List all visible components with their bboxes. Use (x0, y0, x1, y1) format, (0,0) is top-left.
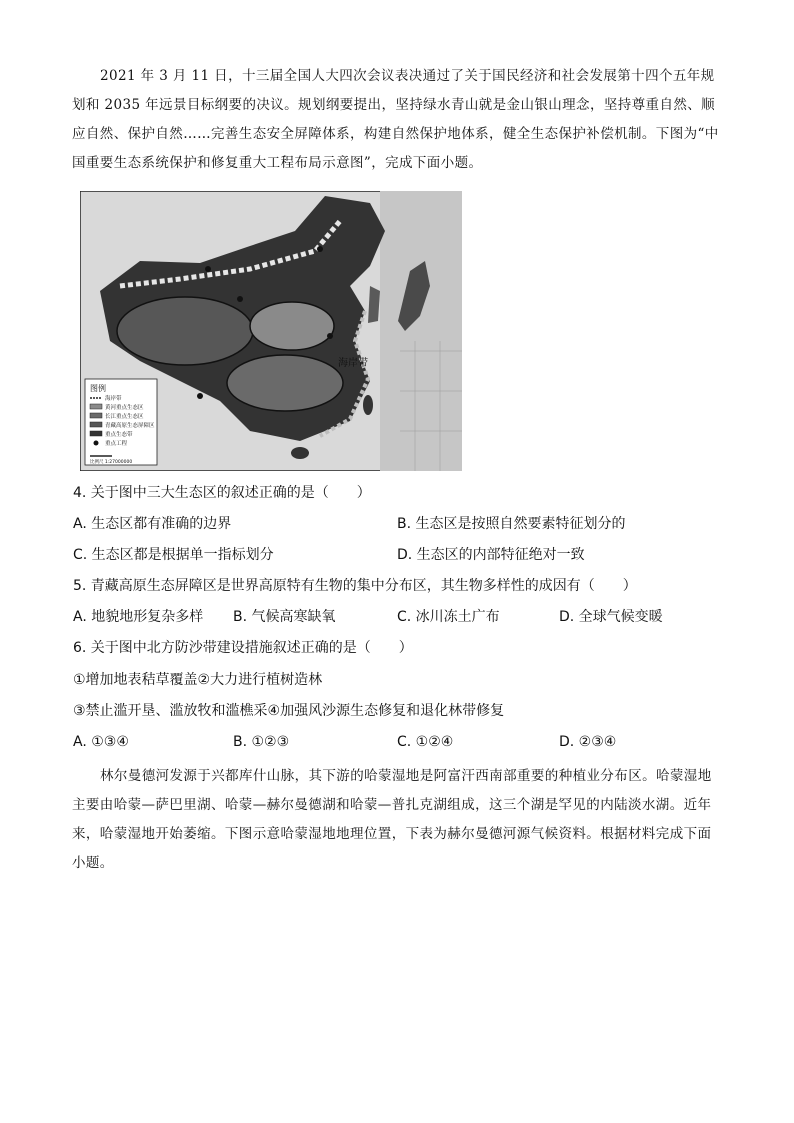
legend-item: 重点工程 (105, 441, 128, 447)
q4-option-d[interactable]: D. 生态区的内部特征绝对一致 (397, 547, 585, 563)
q5-option-c[interactable]: C. 冰川冻土广布 (397, 609, 500, 625)
q6-option-d[interactable]: D. ②③④ (559, 734, 617, 750)
legend-item: 长江重点生态区 (105, 414, 144, 420)
legend-item: 海岸带 (105, 396, 122, 402)
legend-item: 黄河重点生态区 (105, 405, 144, 411)
q5-option-d[interactable]: D. 全球气候变暖 (559, 609, 663, 625)
legend (85, 379, 157, 465)
q6-statements-line-2: ③禁止滥开垦、滥放牧和滥樵采④加强风沙源生态修复和退化林带修复 (73, 703, 505, 719)
q4-option-b[interactable]: B. 生态区是按照自然要素特征划分的 (397, 516, 626, 532)
q5-option-a[interactable]: A. 地貌地形复杂多样 (73, 609, 204, 625)
q5-option-b[interactable]: B. 气候高寒缺氧 (233, 609, 336, 625)
question-5-stem: 5. 青藏高原生态屏障区是世界高原特有生物的集中分布区，其生物多样性的成因有（ ） (73, 578, 637, 594)
q6-option-c[interactable]: C. ①②④ (397, 734, 454, 750)
intro-paragraph: 2021 年 3 月 11 日，十三届全国人大四次会议表决通过了关于国民经济和社会发展第十四个五年规划和 2035 年远景目标纲要的决议。规划纲要提出，坚持绿水青山就是金山银山理念，坚持尊重自然、顺应自然、保护自然……完善生态安全屏障体系，构建自然保护地体系，健全生态保护补偿机制。下图为“中国重要生态系统保护和修复重大工程布局示意图”，完成下面小题。 (72, 68, 719, 171)
legend-item: 青藏高原生态屏障区 (105, 423, 155, 429)
helmand-intro-paragraph: 林尔曼德河发源于兴都库什山脉，其下游的哈蒙湿地是阿富汗西南部重要的种植业分布区。哈蒙湿地主要由哈蒙—萨巴里湖、哈蒙—赫尔曼德湖和哈蒙—普扎克湖组成，这三个湖是罕见的内陆淡水湖。近年来，哈蒙湿地开始萎缩。下图示意哈蒙湿地地理位置，下表为赫尔曼德河源气候资料。根据材料完成下面小题。 (72, 768, 712, 871)
qinghai-tibet-zone (117, 297, 253, 365)
question-6-stem: 6. 关于图中北方防沙带建设措施叙述正确的是（ ） (73, 640, 413, 656)
legend-item: 重点生态带 (105, 432, 133, 438)
q4-option-c[interactable]: C. 生态区都是根据单一指标划分 (73, 547, 274, 563)
yangtze-zone (227, 355, 343, 411)
q6-option-b[interactable]: B. ①②③ (233, 734, 290, 750)
q4-option-a[interactable]: A. 生态区都有准确的边界 (73, 516, 232, 532)
coastal-label: 海岸带 (338, 358, 368, 369)
legend-title: 图例 (90, 384, 106, 393)
q6-option-a[interactable]: A. ①③④ (73, 734, 129, 750)
q6-statements-line-1: ①增加地表秸草覆盖②大力进行植树造林 (73, 672, 323, 688)
question-4-stem: 4. 关于图中三大生态区的叙述正确的是（ ） (73, 485, 371, 501)
yellow-river-zone (250, 302, 334, 350)
ecosystem-map-figure (80, 191, 462, 471)
map-scale: 比例尺 1:27000000 (90, 460, 133, 465)
